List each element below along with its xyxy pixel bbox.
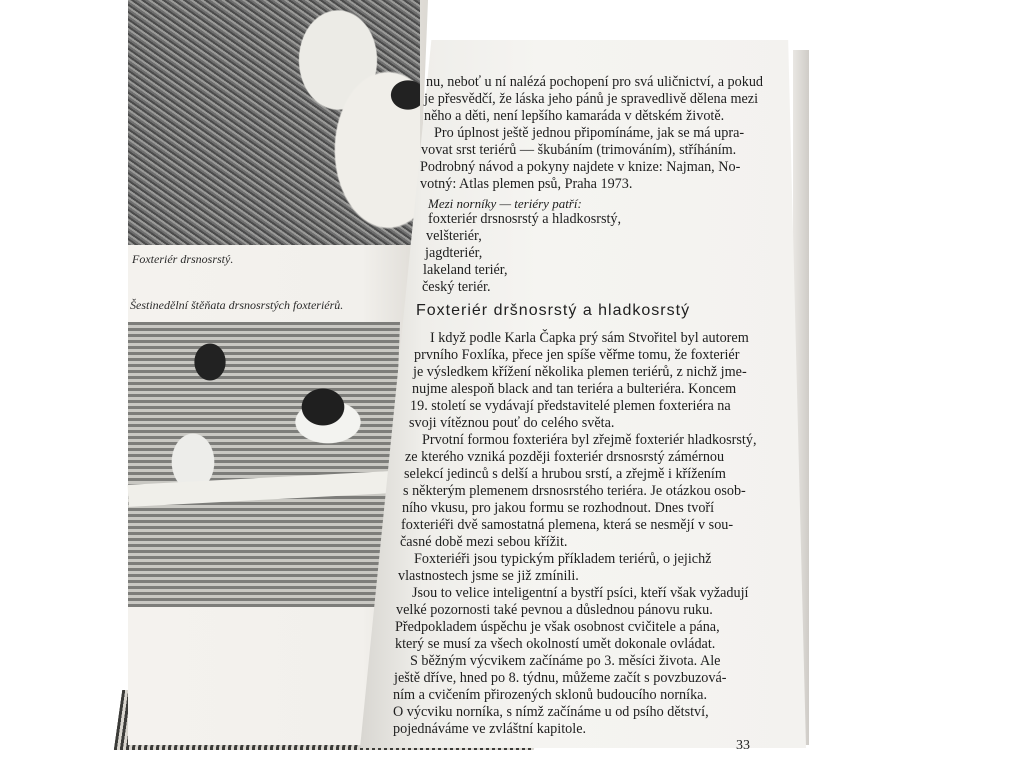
- text-line: ze kterého vzniká později foxteriér drsnosrstý zámérnou: [405, 449, 725, 465]
- section-heading: Foxteriér dršnosrstý a hladkosrstý: [416, 302, 691, 319]
- text-line: nu, neboť u ní nalézá pochopení pro svá uličnictví, a pokud: [426, 74, 764, 90]
- text-line: Foxteriéři jsou typickým příkladem teriérů, o jejichž: [414, 551, 712, 567]
- text-line: velké pozornosti také pevnou a důslednou pánovu ruku.: [396, 602, 713, 618]
- list-item: velšteriér,: [426, 228, 482, 244]
- list-item: jagdteriér,: [425, 245, 483, 261]
- text-line: Pro úplnost ještě jednou připomínáme, jak se má upra-: [434, 125, 745, 141]
- list-title: Mezi norníky — teriéry patří:: [428, 196, 582, 211]
- text-line: ním a cvičením přirozených sklonů budoucího norníka.: [393, 687, 708, 703]
- text-line: Předpokladem úspěchu je však osobnost cvičitele a pána,: [395, 619, 720, 635]
- text-line: něho a děti, není lepšího kamaráda v dětském životě.: [424, 108, 725, 124]
- text-line: ještě dříve, hned po 8. týdnu, můžeme začít s povzbuzová-: [394, 670, 727, 686]
- caption-foxterrier: Foxteriér drsnosrstý.: [132, 252, 234, 266]
- text-line: Prvotní formou foxteriéra byl zřejmě foxteriér hladkosrstý,: [422, 432, 757, 448]
- text-line: časné době mezi sebou křížit.: [400, 534, 568, 550]
- text-line: I když podle Karla Čapka prý sám Stvořitel byl autorem: [430, 330, 749, 346]
- text-line: votný: Atlas plemen psů, Praha 1973.: [420, 176, 633, 192]
- text-line: svoji vítěznou pouť do celého světa.: [409, 415, 615, 431]
- text-line: O výcviku norníka, s nímž začínáme u od psího dětství,: [393, 704, 709, 720]
- text-line: selekcí jedinců s delší a hrubou srstí, a zřejmě i křížením: [404, 466, 726, 482]
- list-item: foxteriér drsnosrstý a hladkosrstý,: [428, 211, 622, 227]
- text-line: ního vkusu, pro jakou formu se rozhodnout. Dnes tvoří: [402, 500, 715, 516]
- text-line: foxteriéři dvě samostatná plemena, která se nesmějí v sou-: [401, 517, 734, 533]
- text-line: Podrobný návod a pokyny najdete v knize: Najman, No-: [420, 159, 741, 175]
- text-line: Jsou to velice inteligentní a bystří psíci, kteří však vyžadují: [412, 585, 749, 601]
- text-line: vlastnostech jsme se již zmínili.: [398, 568, 579, 584]
- text-line: je výsledkem křížení několika plemen teriérů, z nichž jme-: [413, 364, 747, 380]
- text-line: S běžným výcvikem začínáme po 3. měsíci života. Ale: [410, 653, 721, 669]
- text-line: prvního Foxlíka, přece jen spíše věřme tomu, že foxteriér: [414, 347, 740, 363]
- list-item: český teriér.: [422, 279, 491, 295]
- text-line: 19. století se vydávají představitelé plemen foxteriéra na: [410, 398, 731, 414]
- text-line: vovat srst teriérů — škubáním (trimováním), stříháním.: [421, 142, 737, 158]
- photo-puppies: [128, 322, 400, 607]
- text-line: který se musí za všech okolností umět dokonale ovládat.: [395, 636, 716, 652]
- text-line: je přesvědčí, že láska jeho pánů je spravedlivě dělena mezi: [424, 91, 759, 107]
- text-line: s některým plemenem drsnosrstého teriéra. Je otázkou osob-: [403, 483, 746, 499]
- photo-foxterrier: [128, 0, 420, 245]
- page-number: 33: [736, 738, 750, 753]
- text-line: nujme alespoň black and tan teriéra a bulteriéra. Koncem: [412, 381, 737, 397]
- text-line: pojednáváme ve zvláštní kapitole.: [393, 721, 587, 737]
- caption-puppies: Šestinedělní štěňata drsnosrstých foxteriérů.: [130, 298, 344, 312]
- list-item: lakeland teriér,: [423, 262, 508, 278]
